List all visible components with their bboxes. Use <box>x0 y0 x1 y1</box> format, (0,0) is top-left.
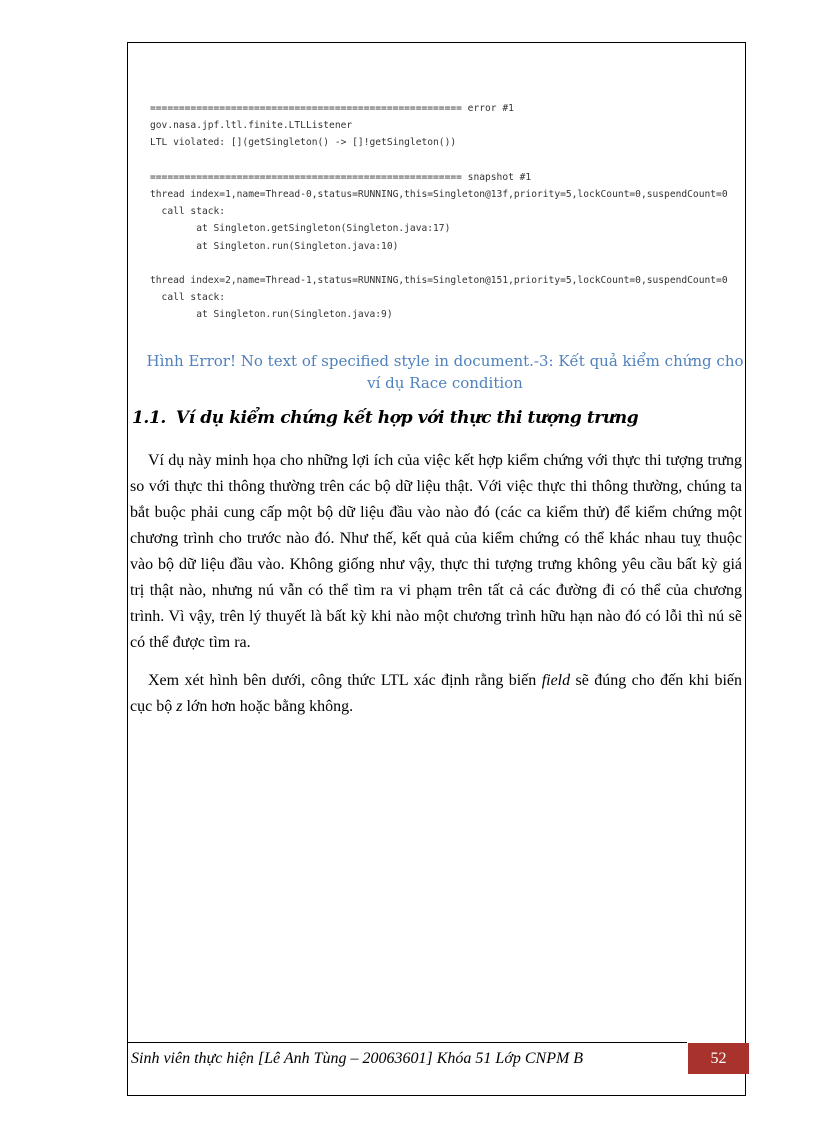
code-line: at Singleton.getSingleton(Singleton.java:17) <box>150 223 451 235</box>
section-title: Ví dụ kiểm chứng kết hợp với thực thi tượng trưng <box>175 408 639 428</box>
code-line: at Singleton.run(Singleton.java:10) <box>150 240 399 252</box>
code-line: gov.nasa.jpf.ltl.finite.LTLListener <box>150 120 353 132</box>
footer-divider <box>127 1042 687 1043</box>
paragraph-2-text-2: sẽ đúng cho đến khi biến cục bộ <box>130 672 742 715</box>
code-line: ====================================================== error #1 <box>150 103 514 114</box>
code-line: call stack: <box>150 206 226 218</box>
paragraph-2-text-1: Xem xét hình bên dưới, công thức LTL xác định rằng biến <box>148 672 542 689</box>
body-paragraph-1: Ví dụ này minh họa cho những lợi ích của việc kết hợp kiểm chứng với thực thi tượng trưng so với thực thi thông thường trên các bộ dữ liệu thật. Với việc thực thi thông thường, chúng ta bắt buộc phải cung cấp một bộ dữ liệu đầu vào nào đó (các ca kiểm thử) để kiểm chứng một chương trình cho trước nào đó. Như thế, kết quả của kiểm chứng có thể khác nhau tuỵ thuộc vào bộ dữ liệu đầu vào. Không giống như vậy, thực thi tượng trưng không yêu cầu bất kỳ giá trị thật nào, nhưng nú vẫn có thể tìm ra vi phạm trên tất cả các đường đi có thể của chương trình. Vì vậy, trên lý thuyết là bất kỳ khi nào một chương trình hữu hạn nào đó có lỗi thì nú sẽ có thể được tìm ra. <box>130 452 742 651</box>
code-line: thread index=2,name=Thread-1,status=RUNNING,this=Singleton@151,priority=5,lockCount=0,suspendCount=0 <box>150 275 728 287</box>
variable-z: z <box>176 698 183 715</box>
body-paragraph-2 <box>130 668 742 720</box>
paragraph-2-text-3: lớn hơn hoặc bằng không. <box>182 698 354 715</box>
figure-caption: Hình Error! No text of specified style in document.-3: Kết quả kiểm chứng cho ví dụ Race condition <box>146 352 744 392</box>
code-line: thread index=1,name=Thread-0,status=RUNNING,this=Singleton@13f,priority=5,lockCount=0,suspendCount=0 <box>150 189 728 201</box>
code-line: ====================================================== snapshot #1 <box>150 171 532 183</box>
code-line: call stack: <box>150 292 226 304</box>
footer-author-info: Sinh viên thực hiện [Lê Anh Tùng – 20063601] Khóa 51 Lớp CNPM B <box>131 1050 584 1067</box>
page-number: 52 <box>688 1043 749 1074</box>
section-number: 1.1. <box>132 408 166 428</box>
variable-field: field <box>541 672 571 689</box>
code-line: LTL violated: [](getSingleton() -> []!getSingleton()) <box>150 137 457 149</box>
code-line: at Singleton.run(Singleton.java:9) <box>150 309 393 321</box>
section-heading <box>132 408 742 428</box>
code-output-block <box>150 100 746 324</box>
